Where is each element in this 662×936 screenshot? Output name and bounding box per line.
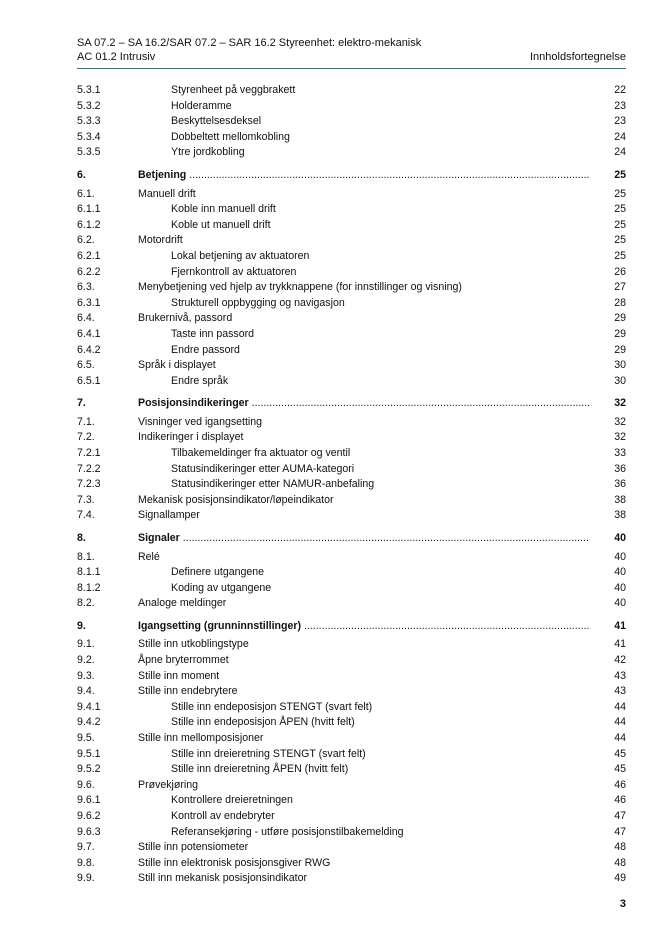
toc-entry[interactable] [77, 731, 626, 746]
page-number: 3 [619, 898, 626, 910]
document-title: SA 07.2 – SA 16.2/SAR 07.2 – SAR 16.2 Styreenhet: elektro-mekanisk [77, 37, 422, 49]
toc-entry[interactable] [77, 493, 626, 508]
toc-entry-page: 24 [614, 130, 626, 143]
toc-entry[interactable] [77, 684, 626, 699]
toc-entry-title: Statusindikeringer etter AUMA-kategori [171, 462, 355, 475]
toc-entry[interactable] [77, 700, 626, 715]
toc-entry[interactable] [77, 825, 626, 840]
toc-entry-page: 32 [614, 397, 626, 410]
section-name: Innholdsfortegnelse [529, 51, 626, 63]
toc-entry-page: 48 [614, 841, 626, 854]
header-divider [77, 68, 626, 69]
toc-entry[interactable] [77, 508, 626, 523]
toc-entry-title: Stille inn dreieretning ÅPEN (hvitt felt) [171, 763, 349, 776]
toc-entry-title: Beskyttelsesdeksel [171, 115, 262, 128]
toc-entry-page: 25 [614, 218, 626, 231]
toc-entry-number: 6.4.2 [77, 343, 101, 356]
toc-entry-title: Holderamme [171, 99, 232, 112]
toc-entry-page: 23 [614, 115, 626, 128]
toc-entry-number: 5.3.5 [77, 146, 101, 159]
toc-entry-number: 9.4.1 [77, 700, 101, 713]
toc-entry[interactable] [77, 581, 626, 596]
toc-entry-number: 9.8. [77, 856, 95, 869]
toc-entry-number: 9.4. [77, 685, 95, 698]
toc-entry[interactable] [77, 430, 626, 445]
toc-entry-page: 29 [614, 327, 626, 340]
toc-entry-title: Kontroll av endebryter [171, 810, 275, 822]
toc-entry-number: 9.5. [77, 732, 95, 744]
toc-entry-page: 40 [614, 550, 626, 563]
toc-entry-page: 40 [614, 566, 626, 579]
toc-entry-title: Mekanisk posisjonsindikator/løpeindikator [138, 493, 334, 506]
toc-entry-number: 6.3.1 [77, 296, 101, 309]
toc-entry-number: 5.3.4 [77, 130, 101, 143]
toc-entry-page: 23 [614, 99, 626, 112]
toc-entry-number: 7.4. [77, 509, 95, 522]
toc-entry-title: Referansekjøring - utføre posisjonstilbakemelding [171, 825, 404, 838]
toc-entry-title: Analoge meldinger [138, 597, 227, 610]
toc-entry-page: 38 [614, 509, 626, 522]
toc-entry-page: 38 [614, 493, 626, 506]
toc-entry[interactable] [77, 296, 626, 311]
toc-entry-title: Brukernivå, passord [138, 312, 233, 325]
toc-entry-number: 9.1. [77, 638, 95, 651]
toc-entry-title: Taste inn passord [171, 327, 255, 340]
toc-entry-page: 40 [614, 581, 626, 594]
toc-entry-page: 32 [614, 431, 626, 444]
toc-entry-page: 27 [614, 281, 626, 294]
toc-entry-page: 26 [614, 265, 626, 278]
toc-entry-number: 7.3. [77, 493, 95, 506]
toc-entry-title: Koble ut manuell drift [171, 218, 271, 231]
toc-entry-number: 9.9. [77, 872, 95, 885]
toc-entry[interactable] [77, 130, 626, 145]
toc-entry-number: 6.5. [77, 359, 95, 372]
toc-entry[interactable] [77, 374, 626, 389]
page-header [77, 36, 626, 64]
toc-entry-title: Stille inn endeposisjon STENGT (svart felt) [171, 700, 373, 713]
toc-entry-page: 29 [614, 312, 626, 325]
header-row-1 [77, 36, 626, 50]
toc-entry-number: 9.5.2 [77, 763, 101, 776]
toc-entry-number: 6.1.1 [77, 203, 101, 216]
toc-entry-page: 40 [614, 597, 626, 610]
toc-entry[interactable] [77, 145, 626, 160]
toc-entry-title: Prøvekjøring [138, 778, 199, 791]
toc-entry-title: Stille inn elektronisk posisjonsgiver RWG [138, 856, 331, 869]
toc-entry[interactable] [77, 809, 626, 824]
toc-entry[interactable] [77, 83, 626, 98]
toc-entry-title: Styrenheet på veggbrakett [171, 84, 296, 96]
toc-entry[interactable] [77, 871, 626, 886]
toc-entry-number: 6.2. [77, 234, 95, 247]
toc-entry[interactable] [77, 637, 626, 652]
toc-entry-title: Endre passord [171, 343, 240, 356]
toc-entry[interactable] [77, 311, 626, 326]
toc-entry-number: 6.1. [77, 187, 95, 200]
toc-entry-page: 46 [614, 778, 626, 791]
toc-entry-title: Manuell drift [138, 187, 196, 200]
toc-entry-page: 41 [614, 638, 626, 651]
toc-entry-title: Stille inn moment [138, 669, 220, 682]
toc-entry[interactable] [77, 715, 626, 730]
toc-entry-number: 6. [77, 169, 86, 181]
toc-entry[interactable] [77, 343, 626, 358]
toc-entry-page: 44 [614, 716, 626, 729]
toc-chapter[interactable] [77, 396, 626, 411]
toc-entry-number: 8.1.1 [77, 566, 101, 579]
header-row-2 [77, 50, 626, 64]
toc-entry-page: 25 [614, 169, 626, 181]
toc-chapter[interactable] [77, 531, 626, 546]
toc-entry-page: 30 [614, 374, 626, 387]
toc-entry[interactable] [77, 793, 626, 808]
toc-entry-page: 43 [614, 669, 626, 682]
toc-entry[interactable] [77, 856, 626, 871]
toc-entry-page: 28 [614, 296, 626, 309]
toc-entry-number: 7.1. [77, 415, 95, 428]
toc-entry-page: 40 [614, 532, 626, 544]
toc-entry[interactable] [77, 477, 626, 492]
toc-entry-number: 5.3.3 [77, 115, 101, 128]
toc-entry-page: 29 [614, 343, 626, 356]
toc-entry[interactable] [77, 840, 626, 855]
toc-entry-title: Strukturell oppbygging og navigasjon [171, 296, 345, 309]
toc-entry-title: Posisjonsindikeringer ..... [138, 396, 590, 411]
toc-entry-title: Dobbeltett mellomkobling [171, 130, 290, 143]
toc-entry-number: 9.6. [77, 778, 95, 791]
toc-entry[interactable] [77, 280, 626, 295]
toc-entry-number: 6.4.1 [77, 327, 101, 340]
toc-entry-number: 8.1. [77, 550, 95, 563]
toc-entry-title: Ytre jordkobling [171, 146, 245, 159]
toc-entry-page: 49 [614, 872, 626, 885]
toc-entry-number: 8.1.2 [77, 581, 101, 594]
toc-entry-page: 41 [614, 619, 626, 632]
toc-entry-number: 7.2.3 [77, 478, 101, 491]
toc-entry-number: 9.5.1 [77, 747, 101, 760]
toc-entry-number: 7.2.1 [77, 447, 101, 459]
toc-entry[interactable] [77, 202, 626, 217]
toc-entry-title: Fjernkontroll av aktuatoren [171, 265, 297, 278]
toc-entry-number: 6.5.1 [77, 374, 101, 387]
toc-entry-number: 5.3.1 [77, 84, 101, 96]
toc-entry-number: 7.2. [77, 431, 95, 444]
toc-entry[interactable] [77, 762, 626, 777]
toc-entry-number: 9.6.2 [77, 810, 101, 822]
toc-entry-page: 33 [614, 447, 626, 459]
toc-entry-number: 9.6.1 [77, 794, 101, 807]
toc-entry-number: 6.2.2 [77, 265, 101, 278]
toc-entry-title: Signallamper [138, 509, 200, 522]
toc-entry-number: 9.3. [77, 669, 95, 682]
toc-entry-number: 6.4. [77, 312, 95, 325]
toc-entry[interactable] [77, 265, 626, 280]
toc-entry-page: 45 [614, 763, 626, 776]
toc-entry-page: 36 [614, 462, 626, 475]
toc-entry-page: 47 [614, 810, 626, 822]
toc-entry-number: 6.3. [77, 281, 95, 294]
toc-entry-title: Språk i displayet [138, 359, 216, 372]
toc-entry-page: 46 [614, 794, 626, 807]
toc-entry-number: 9.7. [77, 841, 95, 854]
toc-entry-page: 42 [614, 654, 626, 666]
toc-entry-title: Stille inn mellomposisjoner [138, 732, 264, 744]
toc-entry-page: 25 [614, 234, 626, 247]
toc-entry-title: Endre språk [171, 374, 229, 387]
toc-entry-title: Stille inn potensiometer [138, 841, 249, 854]
toc-entry[interactable] [77, 218, 626, 233]
toc-entry-title: Signaler ..... [138, 531, 590, 546]
toc-entry-number: 9. [77, 619, 86, 632]
toc-entry-page: 25 [614, 187, 626, 200]
toc-entry[interactable] [77, 327, 626, 342]
toc-entry-title: Visninger ved igangsetting [138, 415, 263, 428]
toc-entry-page: 44 [614, 700, 626, 713]
toc-entry[interactable] [77, 747, 626, 762]
toc-entry-title: Stille inn utkoblingstype [138, 638, 249, 651]
toc-entry[interactable] [77, 596, 626, 611]
toc-entry[interactable] [77, 99, 626, 114]
toc-entry-number: 6.2.1 [77, 249, 101, 262]
toc-entry-page: 25 [614, 249, 626, 262]
toc-entry-number: 7. [77, 397, 86, 410]
toc-entry[interactable] [77, 358, 626, 373]
toc-entry[interactable] [77, 249, 626, 264]
toc-entry-number: 6.1.2 [77, 218, 101, 231]
toc-entry-title: Åpne bryterrommet [138, 654, 229, 666]
toc-chapter[interactable] [77, 619, 626, 634]
toc-entry[interactable] [77, 550, 626, 565]
toc-entry-title: Igangsetting (grunninnstillinger) ..... [138, 619, 590, 634]
toc-entry-title: Statusindikeringer etter NAMUR-anbefaling [171, 478, 375, 491]
toc-entry-title: Tilbakemeldinger fra aktuator og ventil [171, 447, 351, 459]
toc-entry-title: Definere utgangene [171, 566, 265, 579]
toc-entry-page: 48 [614, 856, 626, 869]
toc-entry-number: 8.2. [77, 597, 95, 610]
toc-entry-number: 5.3.2 [77, 99, 101, 112]
toc-entry[interactable] [77, 778, 626, 793]
toc-entry-page: 36 [614, 478, 626, 491]
toc-entry-number: 9.6.3 [77, 825, 101, 838]
toc-entry-page: 32 [614, 415, 626, 428]
toc-entry-title: Stille inn endeposisjon ÅPEN (hvitt felt) [171, 716, 355, 729]
toc-entry-title: Indikeringer i displayet [138, 431, 244, 444]
toc-entry[interactable] [77, 669, 626, 684]
toc-entry-title: Menybetjening ved hjelp av trykknappene (for innstillinger og visning) [138, 281, 462, 294]
toc-entry[interactable] [77, 565, 626, 580]
toc-entry-title: Stille inn dreieretning STENGT (svart felt) [171, 747, 366, 760]
toc-entry-title: Motordrift [138, 234, 183, 247]
toc-entry-title: Kontrollere dreieretningen [171, 794, 293, 807]
toc-entry-page: 44 [614, 732, 626, 744]
toc-chapter[interactable] [77, 168, 626, 183]
toc-entry[interactable] [77, 462, 626, 477]
toc-entry-title: Stille inn endebrytere [138, 685, 238, 698]
toc-entry[interactable] [77, 233, 626, 248]
toc-entry-number: 9.2. [77, 654, 95, 666]
toc-entry[interactable] [77, 446, 626, 461]
toc-entry-title: Still inn mekanisk posisjonsindikator [138, 872, 307, 885]
toc-entry[interactable] [77, 653, 626, 668]
toc-entry-number: 8. [77, 532, 86, 544]
toc-entry-page: 43 [614, 685, 626, 698]
toc-entry-page: 22 [614, 84, 626, 96]
toc-entry-page: 47 [614, 825, 626, 838]
toc-entry-page: 25 [614, 203, 626, 216]
toc-entry-number: 7.2.2 [77, 462, 101, 475]
toc-entry-number: 9.4.2 [77, 716, 101, 729]
toc-entry-page: 24 [614, 146, 626, 159]
toc-entry[interactable] [77, 114, 626, 129]
toc-entry-title: Koble inn manuell drift [171, 203, 276, 216]
toc-entry-title: Betjening ..... [138, 168, 590, 183]
toc-entry[interactable] [77, 415, 626, 430]
toc-entry-title: Lokal betjening av aktuatoren [171, 249, 310, 262]
toc-entry-title: Relé [138, 550, 160, 563]
toc-entry-title: Koding av utgangene [171, 581, 272, 594]
toc-entry[interactable] [77, 187, 626, 202]
toc-entry-page: 30 [614, 359, 626, 372]
toc-entry-page: 45 [614, 747, 626, 760]
document-subtitle: AC 01.2 Intrusiv [77, 51, 156, 63]
